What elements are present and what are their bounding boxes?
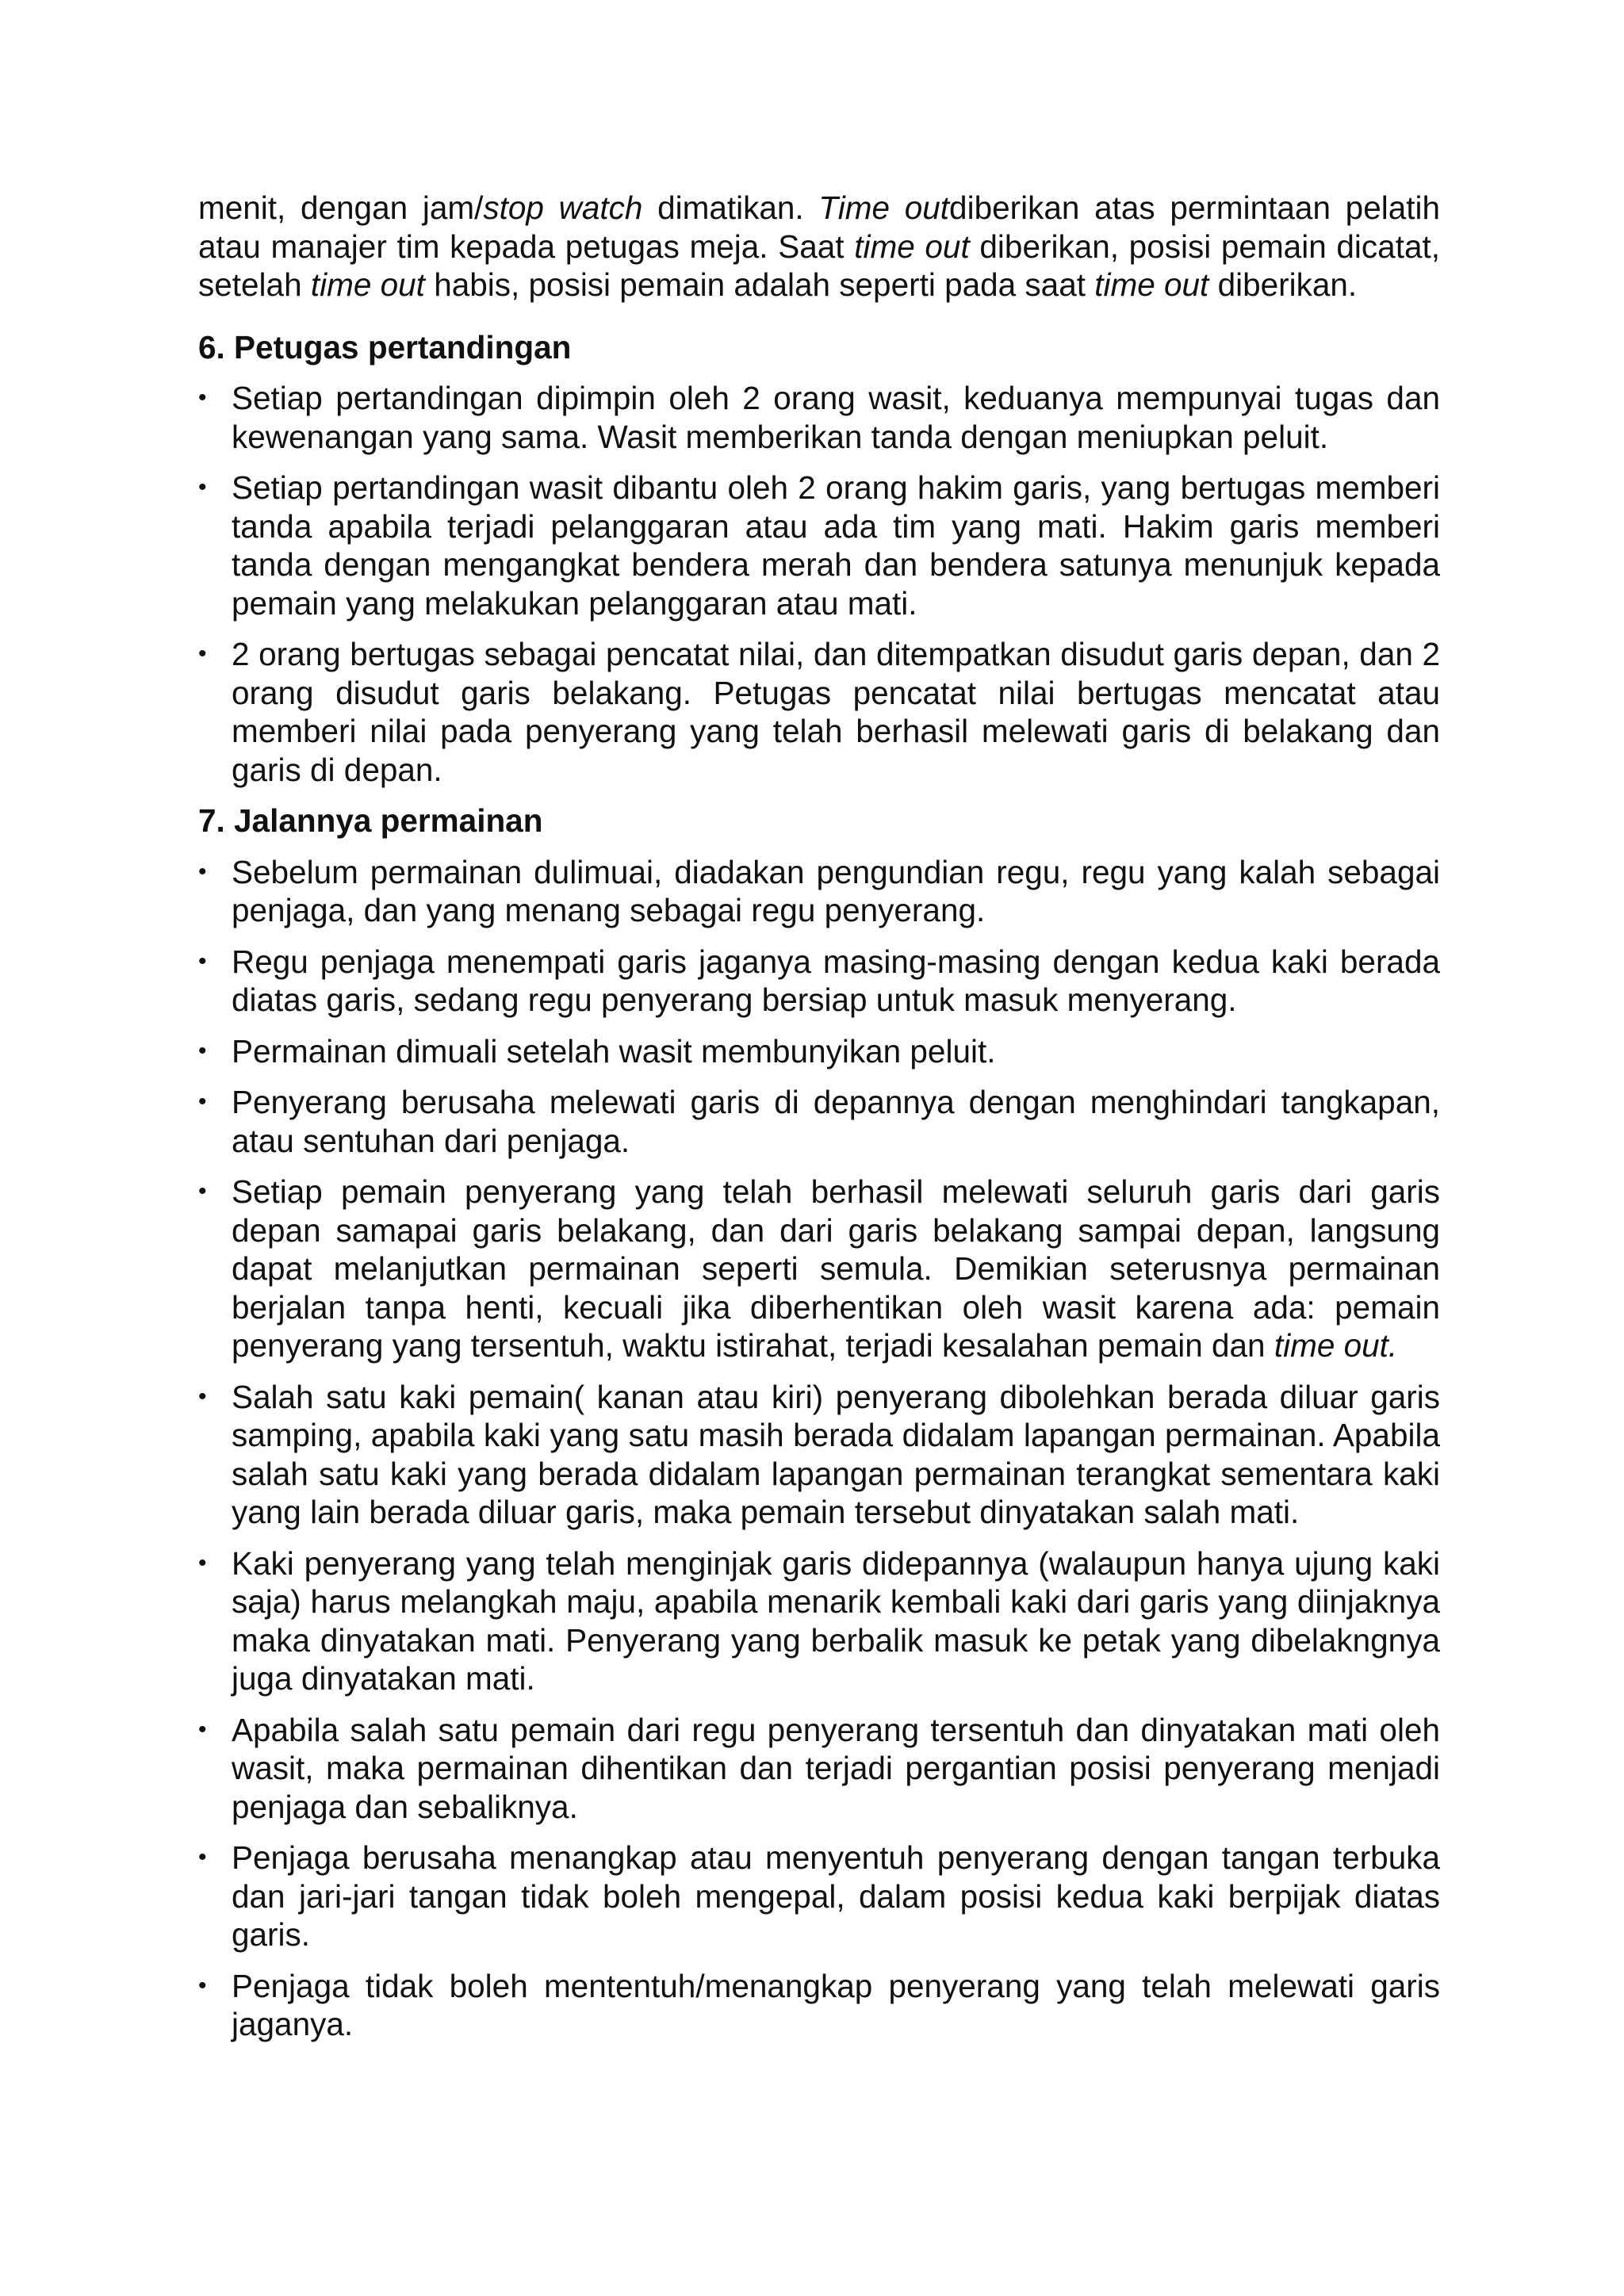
text-run: habis, posisi pemain adalah seperti pada saat [424,266,1095,303]
text-run: diberikan. [1208,266,1358,303]
text-run: diberikan, posisi pemain dicatat, setelah [198,228,1440,303]
text-run: Penjaga berusaha menangkap atau menyentuh penyerang dengan tangan terbuka dan jari-jari tangan tidak boleh mengepal, dalam posisi kedua kaki berpijak diatas garis. [232,1839,1440,1953]
italic-text-run: stop watch [483,189,643,226]
text-run: Apabila salah satu pemain dari regu penyerang tersentuh dan dinyatakan mati oleh wasit, maka permainan dihentikan dan terjadi pergantian posisi penyerang menjadi penjaga dan sebaliknya. [232,1711,1440,1825]
bullet-item [198,1544,1440,1698]
document-sections [198,328,1440,2044]
bullet-item [198,1032,1440,1071]
text-run: diberikan atas permintaan pelatih atau manajer tim kepada petugas meja. Saat [198,189,1441,265]
bullet-item [198,379,1440,456]
section-heading: 6. Petugas pertandingan [198,328,572,365]
bullet-dot-icon: • [198,474,207,500]
italic-text-run: time out [1094,266,1209,303]
text-run: Sebelum permainan dulimuai, diadakan pengundian regu, regu yang kalah sebagai penjaga, dan yang menang sebagai regu penyerang. [232,853,1440,928]
bullet-dot-icon: • [198,641,207,667]
text-run: menit, dengan jam/ [198,189,484,226]
bullet-list [198,379,1440,789]
intro-paragraph [198,189,1440,304]
bullet-item [198,1173,1440,1365]
text-run: Setiap pertandingan wasit dibantu oleh 2 orang hakim garis, yang bertugas memberi tanda apabila terjadi pelanggaran atau ada tim yang mati. Hakim garis memberi tanda dengan mengangkat bendera merah dan bendera satunya menunjuk kepada pemain yang melakukan pelanggaran atau mati. [232,469,1440,622]
text-run: Permainan dimuali setelah wasit membunyikan peluit. [232,1032,996,1070]
bullet-dot-icon: • [198,1972,207,1999]
bullet-item [198,1839,1440,1954]
bullet-item [198,1378,1440,1532]
bullet-dot-icon: • [198,1549,207,1576]
bullet-dot-icon: • [198,385,207,411]
text-run: Kaki penyerang yang telah menginjak garis didepannya (walaupun hanya ujung kaki saja) harus melangkah maju, apabila menarik kembali kaki dari garis yang diinjaknya maka dinyatakan mati. Penyerang yang berbalik masuk ke petak yang dibelakngnya juga dinyatakan mati. [232,1544,1440,1697]
bullet-dot-icon: • [198,1844,207,1870]
document-page [198,189,1440,2057]
text-run: Penjaga tidak boleh mententuh/menangkap penyerang yang telah melewati garis jaganya. [232,1967,1440,2042]
bullet-item [198,1967,1440,2044]
bullet-dot-icon: • [198,1037,207,1064]
bullet-item [198,469,1440,622]
italic-text-run: time out [310,266,425,303]
bullet-item [198,943,1440,1020]
text-run: Setiap pemain penyerang yang telah berhasil melewati seluruh garis dari garis depan samapai garis belakang, dan dari garis belakang sampai depan, langsung dapat melanjutkan permainan seperti semula. Demikian seterusnya permainan berjalan tanpa henti, kecuali jika diberhentikan oleh wasit karena ada: pemain penyerang yang tersentuh, waktu istirahat, terjadi kesalahan pemain dan [232,1173,1440,1364]
text-run: Regu penjaga menempati garis jaganya masing-masing dengan kedua kaki berada diatas garis, sedang regu penyerang bersiap untuk masuk menyerang. [232,943,1440,1018]
bullet-dot-icon: • [198,858,207,885]
bullet-item [198,1083,1440,1160]
bullet-item [198,853,1440,930]
bullet-dot-icon: • [198,1716,207,1743]
italic-text-run: time out. [1274,1327,1398,1364]
bullet-item [198,635,1440,789]
italic-text-run: Time out [818,189,950,226]
bullet-item [198,1711,1440,1827]
text-run: 2 orang bertugas sebagai pencatat nilai, dan ditempatkan disudut garis depan, dan 2 orang disudut garis belakang. Petugas pencatat nilai bertugas mencatat atau memberi nilai pada penyerang yang telah berhasil melewati garis di belakang dan garis di depan. [232,636,1440,788]
text-run: Penyerang berusaha melewati garis di depannya dengan menghindari tangkapan, atau sentuhan dari penjaga. [232,1084,1440,1159]
bullet-dot-icon: • [198,1178,207,1204]
bullet-dot-icon: • [198,1089,207,1115]
italic-text-run: time out [854,228,970,265]
bullet-dot-icon: • [198,1383,207,1410]
text-run: Setiap pertandingan dipimpin oleh 2 orang wasit, keduanya mempunyai tugas dan kewenangan yang sama. Wasit memberikan tanda dengan meniupkan peluit. [232,380,1440,455]
text-run: dimatikan. [642,189,819,226]
section-heading: 7. Jalannya permainan [198,802,543,839]
bullet-dot-icon: • [198,947,207,974]
text-run: Salah satu kaki pemain( kanan atau kiri) penyerang dibolehkan berada diluar garis samping, apabila kaki yang satu masih berada didalam lapangan permainan. Apabila salah satu kaki yang berada didalam lapangan permainan terangkat sementara kaki yang lain berada diluar garis, maka pemain tersebut dinyatakan salah mati. [232,1378,1440,1530]
bullet-list [198,853,1440,2044]
